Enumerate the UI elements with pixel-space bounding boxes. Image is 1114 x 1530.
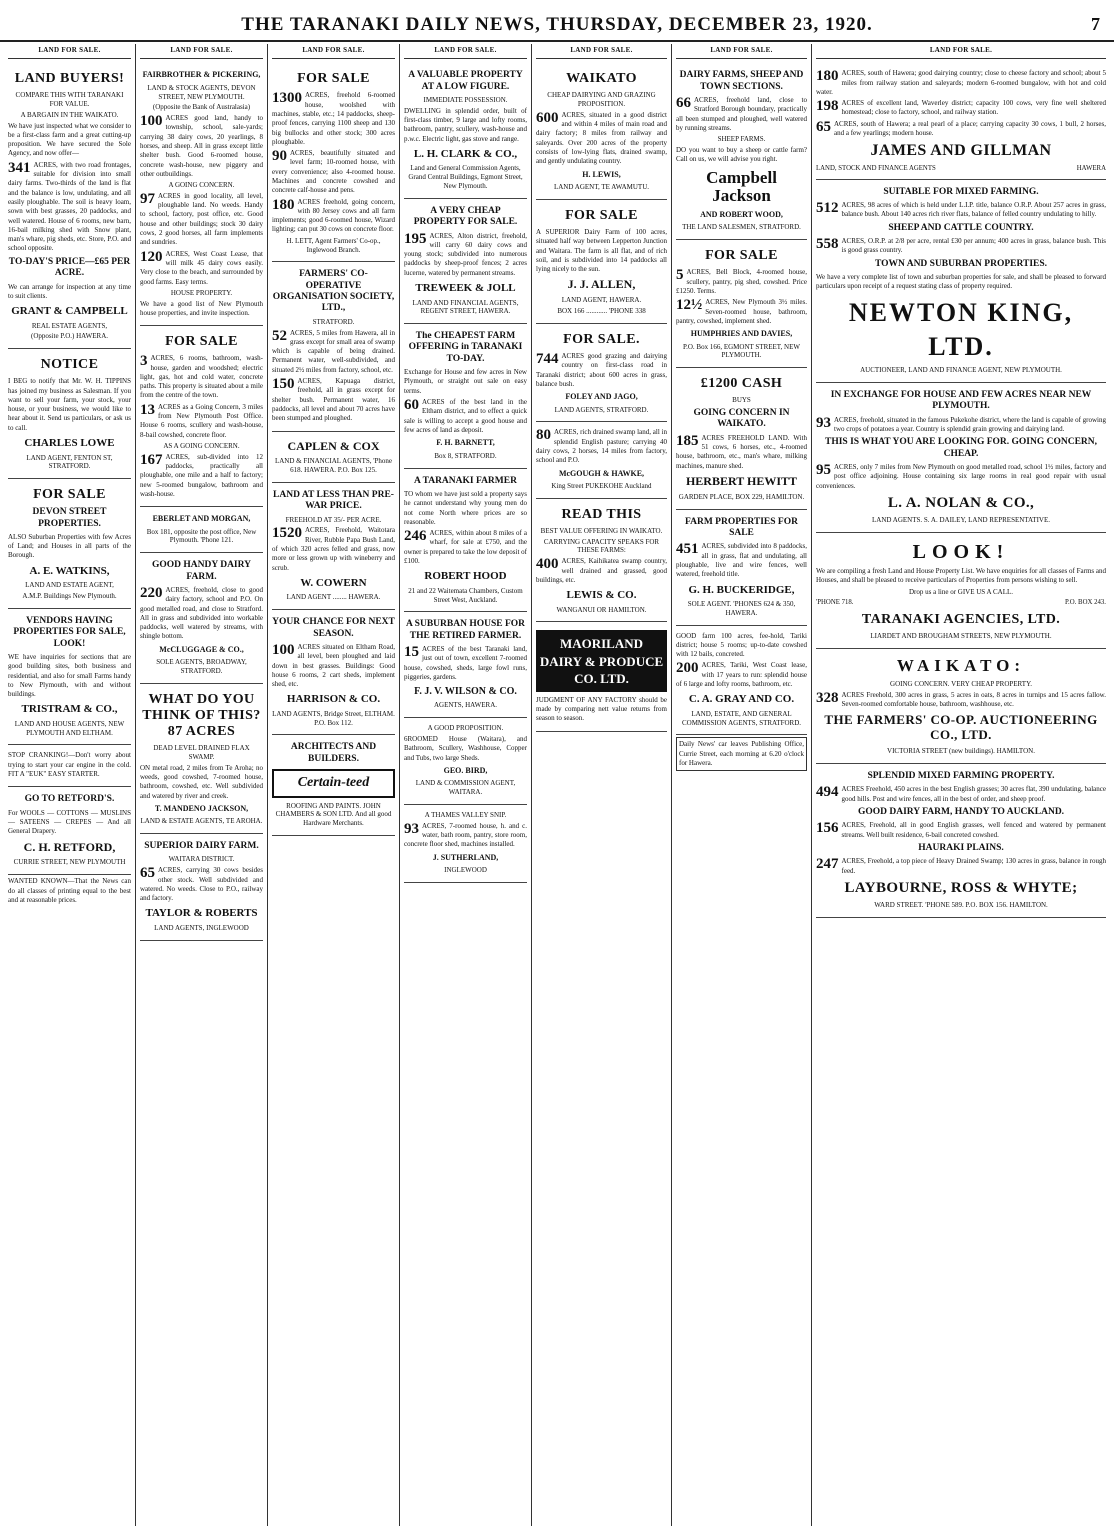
ad-text: ALSO Suburban Properties with few Acres of Land; and Houses in all parts of the Borough. xyxy=(8,532,131,560)
agent-sub: LAND & COMMISSION AGENT, WAITARA. xyxy=(415,779,516,797)
subheadline: FREEHOLD AT 35/- PER ACRE. xyxy=(285,515,382,524)
ad-text: 95 ACRES, only 7 miles from New Plymouth on good metalled road, school 1½ miles, factory and post office adjoining. House containing six large rooms in real good repair with usual conveniences. xyxy=(816,462,1106,490)
column-header: LAND FOR SALE. xyxy=(676,44,807,59)
agent-name: HUMPHRIES AND DAVIES, xyxy=(690,329,793,339)
ad-valuable-property xyxy=(404,63,527,198)
agent-sub: LAND & STOCK AGENTS, DEVON STREET, NEW PLYMOUTH. xyxy=(147,83,256,101)
column-header: LAND FOR SALE. xyxy=(272,44,395,59)
ad-text: 52 ACRES, 5 miles from Hawera, all in grass except for small area of swamp which is capable of being drained. Permanent water, well-subdivided, and situated 2½ miles from factory, school, etc. xyxy=(272,327,395,374)
agent-loc: WANGANUI OR HAMILTON. xyxy=(556,605,647,614)
agent-name: T. MANDENO JACKSON, xyxy=(154,803,249,813)
agent-name: C. H. RETFORD, xyxy=(23,839,116,854)
agent-name: THE FARMERS' CO-OP. AUCTIONEERING CO., LTD. xyxy=(824,712,1098,743)
subheadline: GOING CONCERN IN WAIKATO. xyxy=(693,407,790,430)
column-2 xyxy=(136,44,268,1526)
ad-text: GOOD farm 100 acres, fee-hold, Tariki district; house 5 rooms; up-to-date cowshed with 12 bails, concreted. xyxy=(676,631,807,659)
subheadline: BEST VALUE OFFERING IN WAIKATO. xyxy=(540,526,663,535)
subheadline: CARRYING CAPACITY SPEAKS FOR THESE FARMS: xyxy=(543,537,660,555)
ad-newton-king xyxy=(816,180,1106,383)
ad-read-this xyxy=(536,499,667,623)
agent-loc: King Street PUKEKOHE Auckland xyxy=(551,482,652,491)
ad-stop-cranking xyxy=(8,745,131,787)
agent-box: BOX 166 ............ 'PHONE 338 xyxy=(557,307,646,316)
agent-sub: P.O. Box 166, EGMONT STREET, NEW PLYMOUTH. xyxy=(683,342,800,360)
ad-caplen xyxy=(272,432,395,483)
column-4 xyxy=(400,44,532,1526)
ad-very-cheap xyxy=(404,199,527,324)
agent-name: J. J. ALLEN, xyxy=(567,277,636,292)
ad-thames-valley xyxy=(404,805,527,883)
agent-name: LEWIS & CO. xyxy=(566,589,637,602)
headline: FOR SALE xyxy=(565,207,638,223)
ad-text: 246 ACRES, within about 8 miles of a wharf, for sale at £750, and the owner is prepared to take the low deposit of £100. xyxy=(404,528,527,566)
agent-name: NEWTON KING, LTD. xyxy=(848,297,1074,361)
agent-name: J. SUTHERLAND, xyxy=(432,852,499,862)
ad-text: I BEG to notify that Mr. W. H. TIPPINS has joined my business as Salesman. If you want to sell your farm, your stock, your house, or your business, we would like to hear about it. Send us particulars, or ask us to call. xyxy=(8,377,131,432)
ad-fairbrother xyxy=(140,63,263,326)
ad-text: 5 ACRES, Bell Block, 4-roomed house, scullery, pantry, pig shed, cowshed. Price £1250. Terms. xyxy=(676,267,807,295)
contact-line: 'PHONE 718. P.O. BOX 243. xyxy=(816,599,1106,607)
ad-text: 328 ACRES Freehold, 300 acres in grass, 5 acres in oats, 8 acres in turnips and 15 acres fallow. Seven-roomed comfortable house, bathroom, washhouse, etc. xyxy=(816,689,1106,708)
ad-tariki xyxy=(676,626,807,736)
agent-name: GEO. BIRD, xyxy=(443,765,488,775)
agent-loc: STRATFORD. xyxy=(312,317,355,326)
ad-farmers-coop xyxy=(272,262,395,431)
ad-text: 100 ACRES good land, handy to township, school, sale-yards; carrying 38 dairy cows, 20 yearlings, 8 horses, and sheep. All in grass except little shelter bush. Good 6-roomed house, concrete wash-house, new piggery and other outbuildings. xyxy=(140,113,263,178)
ad-taranaki-farmer xyxy=(404,469,527,613)
ad-text: 247 ACRES, Freehold, a top piece of Heavy Drained Swamp; 130 acres in grass, balance in rough feed. xyxy=(816,856,1106,875)
column-header: LAND FOR SALE. xyxy=(536,44,667,59)
agent-name: GRANT & CAMPBELL xyxy=(11,305,128,318)
ad-for-sale xyxy=(140,326,263,507)
ad-text: 1300 ACRES, freehold 6-roomed house, woolshed with machines, stable, etc.; 14 paddocks, sheep-proof fences, carrying 1100 sheep and 130 big bullocks and other stock; 300 acres ploughable. xyxy=(272,90,395,146)
headline: FOR SALE xyxy=(165,334,238,350)
ad-text: 90 ACRES, beautifully situated and level farm; 10-roomed house, with every convenience; also 4-roomed house. Machines and concrete cowshed and concrete calf-house and pens. xyxy=(272,148,395,195)
agent-name: HARRISON & CO. xyxy=(286,693,381,706)
subheadline: GOING CONCERN. VERY CHEAP PROPERTY. xyxy=(890,679,1032,688)
agent-name: H. LEWIS, xyxy=(582,169,621,179)
subheadline: A BARGAIN IN THE WAIKATO. xyxy=(20,110,119,119)
agent-sub: LAND & ESTATE AGENTS, TE AROHA. xyxy=(140,817,263,826)
agent-name: C. A. GRAY AND CO. xyxy=(688,693,795,706)
agent-loc: (Opposite the Bank of Australasia) xyxy=(152,103,251,112)
ad-grazing xyxy=(536,324,667,423)
ad-good-proposition xyxy=(404,718,527,805)
ad-eberlet xyxy=(140,507,263,553)
masthead xyxy=(0,0,1114,42)
daily-news-notice: Daily News' car leaves Publishing Office, Currie Street, each morning at 6.20 o'clock for Hawera. xyxy=(676,737,807,771)
agent-name: A. E. WATKINS, xyxy=(29,564,110,577)
ad-text: ON metal road, 2 miles from Te Aroha; no weeds, good cowshed, 7-roomed house, bathroom, cowshed, etc. Well subdivided and watered by river and creek. xyxy=(140,763,263,800)
page-number: 7 xyxy=(1091,14,1100,34)
agent-sub: LAND AGENT, TE AWAMUTU. xyxy=(553,183,650,192)
ad-what-do-you-think xyxy=(140,684,263,834)
agent-sub: GARDEN PLACE, BOX 229, HAMILTON. xyxy=(678,492,805,501)
agent-name: EBERLET AND MORGAN, xyxy=(152,514,251,524)
ad-text: 60 ACRES of the best land in the Eltham district, and to effect a quick sale is willing to accept a good house and few acres of land as deposit. xyxy=(404,397,527,434)
agent-sub: Box 8, STRATFORD. xyxy=(434,451,497,460)
subheadline: A THAMES VALLEY SNIP. xyxy=(424,810,507,819)
agent-name: L. A. NOLAN & CO., xyxy=(887,495,1035,512)
ad-drained-swamp xyxy=(536,422,667,498)
subheadline: GOOD DAIRY FARM, HANDY TO AUCKLAND. xyxy=(857,806,1065,817)
subheadline: COMPARE THIS WITH TARANAKI FOR VALUE. xyxy=(15,91,124,109)
agent-line: LAND, STOCK AND FINANCE AGENTS HAWERA xyxy=(816,164,1106,172)
ad-text: TO whom we have just sold a property says he cannot understand why young men do not come North where prices are so reasonable. xyxy=(404,489,527,526)
agent-sub: LAND AND ESTATE AGENT, xyxy=(25,581,114,590)
ad-text: 180 ACRES freehold, going concern, with 80 Jersey cows and all farm implements; good 6-roomed house, Wizard lighting; can put 30 cows on concrete floor. xyxy=(272,196,395,234)
agent-name: H. LETT, Agent Farmers' Co-op., Inglewood Branch. xyxy=(286,236,381,254)
headline: A VALUABLE PROPERTY AT A LOW FIGURE. xyxy=(408,70,523,92)
headline: SUPERIOR DAIRY FARM. xyxy=(144,841,259,852)
subheadline: SHEEP FARMS. xyxy=(717,135,766,144)
column-6 xyxy=(672,44,812,1526)
agent-name: W. COWERN xyxy=(300,576,367,589)
headline: WAIKATO: xyxy=(896,656,1026,676)
column-header: LAND FOR SALE. xyxy=(404,44,527,59)
agent-sub: LIARDET AND BROUGHAM STREETS, NEW PLYMOUTH. xyxy=(870,632,1052,641)
ad-farmers-coop-hamilton xyxy=(816,649,1106,764)
ad-cheapest-farm xyxy=(404,324,527,469)
agent-loc: A.M.P. Buildings New Plymouth. xyxy=(22,592,117,601)
headline: LAND AT LESS THAN PRE-WAR PRICE. xyxy=(273,489,394,512)
ad-text: 65 ACRES, south of Hawera; a real pearl of a place; carrying capacity 30 cows, 1 bull, 2 horses, and a few yearlings; modern house. xyxy=(816,118,1106,138)
subheadline: DEAD LEVEL DRAINED FLAX SWAMP. xyxy=(153,744,250,761)
ad-text: 451 ACRES, subdivided into 8 paddocks, all in grass, flat and undulating, all ploughable, live and wire fences, well watered, freehold title. xyxy=(676,541,807,579)
ad-land-buyers xyxy=(8,63,131,349)
agent-name: F. H. BARNETT, xyxy=(436,438,495,448)
ad-text: 558 ACRES, O.R.P. at 2/8 per acre, rental £30 per annum; 400 acres in grass, balance bush. This is good grass country. xyxy=(816,236,1106,255)
agent-sub: LAND AGENTS, STRATFORD. xyxy=(554,405,649,414)
headline: DAIRY FARMS, SHEEP AND TOWN SECTIONS. xyxy=(679,70,804,92)
ad-next-season xyxy=(272,610,395,735)
ad-text: 12½ ACRES, New Plymouth 3½ miles. Seven-roomed house, bathroom, pantry, cowshed, implement shed. xyxy=(676,297,807,325)
ad-text: WE have inquiries for sections that are good building sites, both business and residential, and also for small Farms handy to New Plymouth, with and without buildings. xyxy=(8,652,131,699)
ad-text: A SUPERIOR Dairy Farm of 100 acres, situated half way between Lepperton Junction and Waitara. The farm is all flat, and of rich soil, and is subdivided into 14 paddocks all lying nicely to the sun. xyxy=(536,228,667,274)
agent-sub: LAND AND FINANCIAL AGENTS, REGENT STREET, HAWERA. xyxy=(412,298,519,316)
maoriland-logo: MAORILAND DAIRY & PRODUCE CO. LTD. xyxy=(536,630,667,691)
ad-laybourne xyxy=(816,764,1106,918)
ad-text: 6ROOMED House (Waitara), and Bathroom, Scullery, Washhouse, Copper and Tubs, two large Sheds. xyxy=(404,734,527,762)
subheadline: AS A GOING CONCERN. xyxy=(163,441,240,450)
agent-sub: Land and General Commission Agents, Grand Central Buildings, Egmont Street, New Plymouth. xyxy=(408,164,523,190)
ad-dairy-sheep-town xyxy=(676,63,807,240)
headline: The CHEAPEST FARM OFFERING in TARANAKI TO-DAY. xyxy=(408,331,523,364)
agent-name: FAIRBROTHER & PICKERING, xyxy=(142,70,261,80)
ad-vendors xyxy=(8,609,131,746)
agent-name: TARANAKI AGENCIES, LTD. xyxy=(861,612,1061,628)
masthead-title: THE TARANAKI DAILY NEWS, THURSDAY, DECEMBER 23, 1920. xyxy=(241,14,873,35)
column-header: LAND FOR SALE. xyxy=(816,44,1106,59)
column-5 xyxy=(532,44,672,1526)
ad-text: JUDGMENT OF ANY FACTORY should be made by comparing nett value returns from season to season. xyxy=(536,695,667,723)
ad-text: We are compiling a fresh Land and House Property List. We have enquiries for all classes of Farms and Houses, and shall be pleased to receive particulars of Properties from persons wishing to sell. xyxy=(816,567,1106,585)
ad-text: 195 ACRES, Alton district, freehold, will carry 60 dairy cows and young stock; subdivided into numerous paddocks by sheep-proof fences; 2 acres lucerne, watered by permanent streams. xyxy=(404,230,527,277)
headline: FARMERS' CO-OPERATIVE ORGANISATION SOCIETY, LTD., xyxy=(272,269,395,314)
ad-text: 220 ACRES, freehold, close to good dairy factory, school and P.O. On good metalled road, and close to Stratford. All in grass and subdivided into workable paddocks, well watered by streams, with shingle bottom. xyxy=(140,585,263,641)
agent-name: F. J. V. WILSON & CO. xyxy=(414,686,517,698)
ad-text: 150 ACRES, Kapuaga district, freehold, all in grass except for shelter bush. Permanent water, 16 paddocks, all level and about 70 acres have been stumped and ploughed. xyxy=(272,376,395,423)
headline: IN EXCHANGE FOR HOUSE AND FEW ACRES NEAR NEW PLYMOUTH. xyxy=(830,390,1092,412)
ad-nolan xyxy=(816,383,1106,533)
headline: £1200 CASH xyxy=(700,376,783,392)
agent-sub: LAND AGENT ........ HAWERA. xyxy=(286,593,381,602)
headline: FARM PROPERTIES FOR SALE xyxy=(685,516,798,538)
agent-loc: (Opposite P.O.) HAWERA. xyxy=(30,332,109,341)
headline: FOR SALE xyxy=(705,248,778,264)
ad-1200-cash xyxy=(676,368,807,509)
ad-text: We have just inspected what we consider to be a first-class farm and a great cutting-up proposition. We have secured the Sole Agency, and now offer— xyxy=(8,121,131,158)
ad-wanted: WANTED KNOWN—That the News can do all classes of printing equal to the best and at reasonable prices. xyxy=(8,877,131,904)
agent-name: ROBERT HOOD xyxy=(424,570,507,583)
headline: FOR SALE xyxy=(297,71,370,87)
agent-sub: SOLE AGENTS, BROADWAY, STRATFORD. xyxy=(156,658,247,676)
agent-sub: LAND AND HOUSE AGENTS, NEW PLYMOUTH AND ELTHAM. xyxy=(14,719,125,737)
ad-certainteed xyxy=(272,735,395,836)
ad-text: 65 ACRES, carrying 30 cows besides other stock. Well subdivided and watered. No weeds. Close to P.O., railway and factory. xyxy=(140,865,263,903)
agent-sub: AGENTS, HAWERA. xyxy=(433,701,498,710)
ad-text: 341 ACRES, with two road frontages, suitable for division into small dairy farms. Two-thirds of the land is flat and the balance is low, undulating, and all easily ploughable. The soil is heavy loam, sown with best grasses, 20 paddocks, and well watered. House of 6 rooms, new barn, 16-bail milking shed with Snow plant, man's whare, pig sheds, etc. Store, P.O. and school opposite. xyxy=(8,159,131,253)
ad-text: 185 ACRES FREEHOLD LAND. With 51 cows, 6 horses, etc., 4-roomed house, bathroom, etc., man's whare, milking machines, manure shed. xyxy=(676,432,807,470)
agent-loc: CURRIE STREET, NEW PLYMOUTH xyxy=(13,858,126,867)
agent-loc: Box 181, opposite the post office, New Plymouth. 'Phone 121. xyxy=(146,527,257,545)
headline: SPLENDID MIXED FARMING PROPERTY. xyxy=(867,770,1055,781)
ad-text: We have a very complete list of town and suburban properties for sale, and shall be pleased to forward particulars upon receipt of a request stating class of property required. xyxy=(816,273,1106,291)
headline: READ THIS xyxy=(561,506,642,522)
agent-name: CAPLEN & COX xyxy=(287,438,380,453)
ad-for-sale-humphries xyxy=(676,240,807,368)
ad-text: 400 ACRES, Kaihikatea swamp country, well drained and grassed, good buildings, etc. xyxy=(536,556,667,584)
headline: WHAT DO YOU THINK OF THIS? 87 ACRES xyxy=(142,691,261,740)
ad-text: 66 ACRES, freehold land, close to Stratford Borough boundary, practically all been stumped and ploughed, well watered by running streams. xyxy=(676,95,807,132)
price: TO-DAY'S PRICE—£65 PER ACRE. xyxy=(8,256,131,279)
agent-sub: LAND AGENTS. S. A. DAILEY, LAND REPRESENTATIVE. xyxy=(871,516,1050,525)
agent-sub: SOLE AGENT. 'PHONES 624 & 350, HAWERA. xyxy=(687,600,796,617)
agent-name: G. H. BUCKERIDGE, xyxy=(688,583,795,596)
headline: FOR SALE. xyxy=(563,331,640,347)
ad-james-gillman xyxy=(816,63,1106,179)
subheadline: A GOING CONCERN. xyxy=(168,181,235,190)
agent-name: LAYBOURNE, ROSS & WHYTE; xyxy=(844,879,1078,896)
agent-name: McCLUGGAGE & CO., xyxy=(159,644,244,654)
headline: NOTICE xyxy=(40,357,99,373)
ad-superior-dairy xyxy=(536,200,667,324)
agent-sub: LAND, ESTATE, AND GENERAL COMMISSION AGENTS, STRATFORD. xyxy=(681,709,802,727)
subheadline: IMMEDIATE POSSESSION. xyxy=(423,96,508,105)
ad-suburban-house xyxy=(404,612,527,718)
agent-loc: WARD STREET. 'PHONE 589. P.O. BOX 156. HAMILTON. xyxy=(874,901,1048,910)
ad-text: ROOFING AND PAINTS. JOHN CHAMBERS & SON LTD. And all good Hardware Merchants. xyxy=(275,801,392,828)
subheadline: A GOOD PROPOSITION. xyxy=(427,724,504,733)
headline: A SUBURBAN HOUSE FOR THE RETIRED FARMER. xyxy=(405,619,526,641)
agent-name: Campbell Jackson xyxy=(706,167,777,206)
headline: LOOK! xyxy=(912,541,1010,564)
headline: LAND BUYERS! xyxy=(14,71,125,87)
ad-superior xyxy=(140,834,263,941)
ad-notice xyxy=(8,349,131,479)
subheadline: HAURAKI PLAINS. xyxy=(918,842,1004,853)
ad-text: 744 ACRES good grazing and dairying country on first-class road in Taranaki district; about 600 acres in grass, balance bush. xyxy=(536,350,667,388)
ad-text: 200 ACRES, Tariki, West Coast lease, with 17 years to run: splendid house of 6 large and lofty rooms, bathroom, etc. xyxy=(676,660,807,688)
ad-for-sale-lett xyxy=(272,63,395,262)
ad-text: 198 ACRES of excellent land, Waverley district; capacity 100 cows, very fine well sheltered homestead; close to factory, school, and railway station. xyxy=(816,98,1106,117)
agent-name: TREWEEK & JOLL xyxy=(415,281,516,294)
agent-sub: LAND AGENT, FENTON ST, STRATFORD. xyxy=(26,453,113,471)
agent-name: CHARLES LOWE xyxy=(24,437,115,449)
ad-text: DO you want to buy a sheep or cattle farm? Call on us, we will advise you right. xyxy=(676,145,807,164)
agent-sub: LAND & FINANCIAL AGENTS, 'Phone 618. HAWERA. P.O. Box 125. xyxy=(274,457,393,475)
agent-sub: LAND AGENTS, INGLEWOOD xyxy=(154,923,249,932)
headline: GOOD HANDY DAIRY FARM. xyxy=(151,560,252,582)
ad-text: For WOOLS — COTTONS — MUSLINS — SATEENS — CREPES — And all General Drapery. xyxy=(8,808,131,836)
ad-text: 494 ACRES Freehold, 450 acres in the best English grasses; 30 acres flat, 390 undulating, balance good hills. Post and wire fences, all in the best of order, and sheep proof. xyxy=(816,784,1106,803)
ad-text: 93 ACRES, 7-roomed house, h. and c. water, bath room, pantry, store room, concrete floor shed, machines installed. xyxy=(404,820,527,849)
headline: ARCHITECTS AND BUILDERS. xyxy=(290,742,377,764)
agent-sub: 21 and 22 Waitemata Chambers, Custom Street West, Auckland. xyxy=(408,586,523,604)
agent-name: L. H. CLARK & CO., xyxy=(413,147,518,160)
agent-name: HERBERT HEWITT xyxy=(685,473,798,488)
ad-dairy-farm xyxy=(140,553,263,684)
ad-farm-properties xyxy=(676,510,807,626)
ad-text: 15 ACRES of the best Taranaki land, just out of town, excellent 7-roomed house, cowshed, sheds, large fowl runs, piggeries, gardens. xyxy=(404,644,527,681)
ad-text: 156 ACRES, Freehold, all in good English grasses, well fenced and watered by permanent streams. Well built residence, 6-bail concreted cowshed. xyxy=(816,820,1106,839)
agent-name: TRISTRAM & CO., xyxy=(21,703,118,716)
headline: YOUR CHANCE FOR NEXT SEASON. xyxy=(272,617,395,639)
ad-text: 167 ACRES, sub-divided into 12 paddocks, practically all ploughable, one mile and a half to factory; new 5-roomed bungalow, bathroom and wash-house. xyxy=(140,451,263,498)
ad-waikato xyxy=(536,63,667,200)
agent-name: AND ROBERT WOOD, xyxy=(700,209,783,219)
column-header: LAND FOR SALE. xyxy=(8,44,131,59)
subheadline: HOUSE PROPERTY. xyxy=(170,288,233,297)
ad-text: 13 ACRES as a Going Concern, 3 miles from New Plymouth Post Office. House 6 rooms, scullery and wash-house, 8-bail cowshed, concrete floor. xyxy=(140,401,263,439)
ad-retford xyxy=(8,787,131,875)
subheadline: CHEAP DAIRYING AND GRAZING PROPOSITION. xyxy=(547,91,656,109)
subheadline: THIS IS WHAT YOU ARE LOOKING FOR. GOING CONCERN, CHEAP. xyxy=(824,437,1098,459)
ad-text: 1520 ACRES, Freehold, Waitotara River, Rubble Papa Bush Land, of which 320 acres felled and grass, now more or less grown up with wineberry and scrub. xyxy=(272,525,395,572)
headline: FOR SALE xyxy=(33,487,106,503)
ad-text: 120 ACRES, West Coast Lease, that will milk 45 dairy cows easily. Very close to the beach, and surrounded by good farms. Easy terms. xyxy=(140,248,263,286)
columns xyxy=(4,44,1110,1526)
agent-sub: REAL ESTATE AGENTS, xyxy=(31,321,108,330)
ad-prewar xyxy=(272,483,395,610)
certainteed-logo: Certain-teed xyxy=(272,769,395,797)
headline: VENDORS HAVING PROPERTIES FOR SALE, LOOK! xyxy=(13,615,126,649)
ad-text: 93 ACRES, freehold, situated in the famous Pukekohe district, where the land is capable of growing two crops of potatoes a year. Country is splendid grain growing and dairying land. xyxy=(816,414,1106,434)
headline: GO TO RETFORD'S. xyxy=(24,794,115,805)
column-3 xyxy=(268,44,400,1526)
column-header: LAND FOR SALE. xyxy=(140,44,263,59)
subheadline: TOWN AND SUBURBAN PROPERTIES. xyxy=(874,258,1048,269)
ad-text: 180 ACRES, south of Hawera; good dairying country; close to cheese factory and school; about 5 miles from railway station and saleyards; modern 6-roomed bungalow, with hot and cold water. xyxy=(816,68,1106,96)
subheadline: SHEEP AND CATTLE COUNTRY. xyxy=(888,222,1034,233)
ad-text: Drop us a line or GIVE US A CALL. xyxy=(908,587,1014,596)
agent-name: TAYLOR & ROBERTS xyxy=(145,907,258,920)
headline: SUITABLE FOR MIXED FARMING. xyxy=(883,186,1039,197)
agent-name: FOLEY AND JAGO, xyxy=(565,392,638,402)
agent-loc: INGLEWOOD xyxy=(444,866,487,875)
headline: A TARANAKI FARMER xyxy=(414,475,517,486)
ad-text: 97 ACRES in good locality, all level, ploughable land. No weeds. Handy to school, factory, post office, etc. Good house and other buildings; stock 30 dairy cows, 2 good horses, all farm implements and sundries. xyxy=(140,190,263,247)
ad-maoriland xyxy=(536,622,667,731)
column-1 xyxy=(4,44,136,1526)
agent-sub: THE LAND SALESMEN, STRATFORD. xyxy=(682,223,801,232)
ad-text: STOP CRANKING!—Don't worry about trying to start your car engine in the cold. FIT A "EUK" EASY STARTER. xyxy=(8,751,131,779)
ad-text: We can arrange for inspection at any time to suit clients. xyxy=(8,282,131,300)
ad-text: 600 ACRES, situated in a good district and within 4 miles of main road and dairy factory; 8 miles from railway and saleyards. Over 200 acres of the property consists of low-lying flats, drained swamp, and gently undulating country. xyxy=(536,109,667,166)
headline: WAIKATO xyxy=(566,71,637,87)
headline: A VERY CHEAP PROPERTY FOR SALE. xyxy=(413,205,518,228)
ad-text: 100 ACRES situated on Eltham Road, all level, been ploughed and laid down in best grasses. Buildings: Good house 6 rooms, 2 cart sheds, implement shed, etc. xyxy=(272,641,395,689)
ad-taranaki-agencies xyxy=(816,533,1106,649)
subheadline: WAITARA DISTRICT. xyxy=(168,855,235,864)
subheadline: BUYS xyxy=(732,396,751,405)
acreage: 341 xyxy=(8,159,31,176)
ad-devon xyxy=(8,479,131,609)
agent-loc: VICTORIA STREET (new buildings). HAMILTON. xyxy=(887,747,1035,756)
ad-text: Exchange for House and few acres in New Plymouth, or straight out sale on easy terms. xyxy=(404,368,527,395)
ad-text: 80 ACRES, rich drained swamp land, all in splendid English pasture; carrying 40 dairy cows, 2 horses, 14 miles from factory, school and P.O. xyxy=(536,427,667,465)
agent-sub: LAND AGENT, HAWERA. xyxy=(561,296,642,305)
agent-sub: LAND AGENTS, Bridge Street, ELTHAM. P.O. Box 112. xyxy=(272,709,395,727)
ad-text: DWELLING in splendid order, built of first-class timber, 9 large and lofty rooms, bathroom, pantry, scullery, wash-house and p.w.c. Electric light, gas stove and range. xyxy=(404,106,527,143)
agent-sub: AUCTIONEER, LAND AND FINANCE AGENT, NEW PLYMOUTH. xyxy=(860,366,1062,375)
ad-text: We have a good list of New Plymouth house properties, and invite inspection. xyxy=(140,299,263,317)
ad-text: 3 ACRES, 6 rooms, bathroom, wash-house, garden and woodshed; electric light, gas, hot and cold water, concrete paths. This property is situated about a mile from the centre of the town. xyxy=(140,353,263,400)
column-7 xyxy=(812,44,1110,1526)
agent-name: McGOUGH & HAWKE, xyxy=(558,468,645,478)
agent-name: JAMES AND GILLMAN xyxy=(870,142,1052,160)
ad-text: 512 ACRES, 98 acres of which is held under L.I.P. title, balance O.R.P. About 257 acres in grass, balance bush. About 140 acres rich river flats, balance of felled country undulating to hilly. xyxy=(816,200,1106,219)
subheadline: DEVON STREET PROPERTIES. xyxy=(32,507,107,529)
